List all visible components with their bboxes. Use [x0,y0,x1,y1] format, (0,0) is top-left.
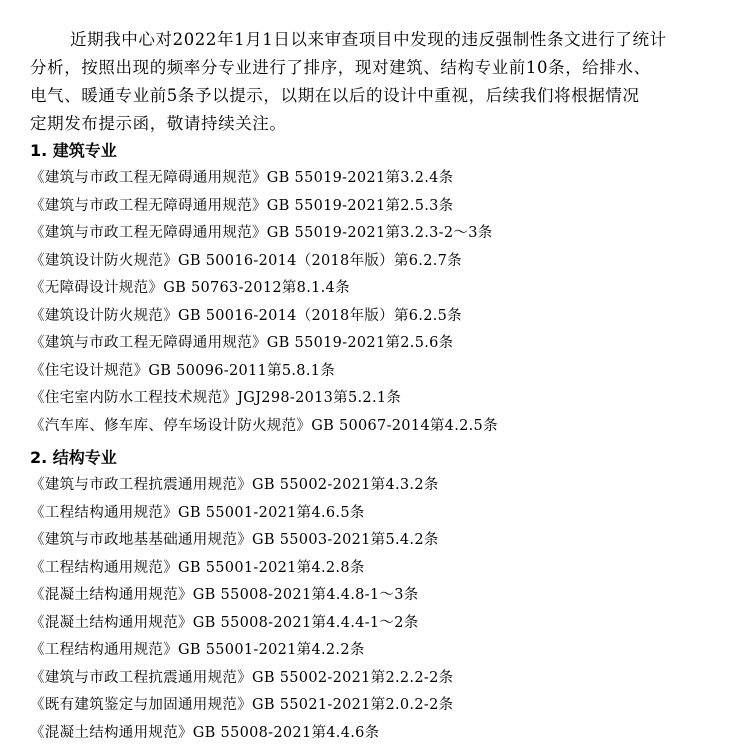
list-item: 《建筑与市政工程无障碍通用规范》GB 55019-2021第2.5.6条 [30,335,454,351]
list-item: 《建筑设计防火规范》GB 50016-2014（2018年版）第6.2.5条 [30,307,462,324]
section-title: 1. 建筑专业 [30,141,117,160]
intro-paragraph [30,26,710,138]
list-item: 《建筑与市政地基基础通用规范》GB 55003-2021第5.4.2条 [30,532,439,548]
list-item: 《建筑与市政工程无障碍通用规范》GB 55019-2021第3.2.3-2～3条 [30,225,493,241]
list-item: 《建筑与市政工程无障碍通用规范》GB 55019-2021第2.5.3条 [30,197,454,214]
intro-line: 近期我中心对2022年1月1日以来审查项目中发现的违反强制性条文进行了统计 [70,30,667,49]
list-item: 《混凝土结构通用规范》GB 55008-2021第4.4.6条 [30,724,380,741]
list-item: 《混凝土结构通用规范》GB 55008-2021第4.4.4-1～2条 [30,614,419,631]
section-title: 2. 结构专业 [30,448,117,467]
intro-line: 定期发布提示函，敬请持续关注。 [30,114,287,133]
list-item: 《建筑与市政工程抗震通用规范》GB 55002-2021第2.2.2-2条 [30,669,454,686]
list-item: 《建筑设计防火规范》GB 50016-2014（2018年版）第6.2.7条 [30,252,462,269]
list-item: 《工程结构通用规范》GB 55001-2021第4.2.2条 [30,642,365,658]
section-structure [30,444,730,747]
list-item: 《住宅室内防水工程技术规范》JGJ298-2013第5.2.1条 [30,390,402,406]
list-item: 《建筑与市政工程抗震通用规范》GB 55002-2021第4.3.2条 [30,477,439,493]
list-item: 《建筑与市政工程无障碍通用规范》GB 55019-2021第3.2.4条 [30,170,454,186]
list-item: 《工程结构通用规范》GB 55001-2021第4.2.8条 [30,559,365,576]
section-architecture [30,137,730,440]
list-item: 《既有建筑鉴定与加固通用规范》GB 55021-2021第2.0.2-2条 [30,697,454,713]
list-item: 《无障碍设计规范》GB 50763-2012第8.1.4条 [30,280,350,296]
intro-line: 分析，按照出现的频率分专业进行了排序，现对建筑、结构专业前10条，给排水、 [30,58,651,77]
list-item: 《住宅设计规范》GB 50096-2011第5.8.1条 [30,362,336,379]
list-item: 《汽车库、修车库、停车场设计防火规范》GB 50067-2014第4.2.5条 [30,417,498,434]
list-item: 《工程结构通用规范》GB 55001-2021第4.6.5条 [30,504,365,521]
intro-line: 电气、暖通专业前5条予以提示，以期在以后的设计中重视，后续我们将根据情况 [30,86,640,105]
list-item: 《混凝土结构通用规范》GB 55008-2021第4.4.8-1～3条 [30,587,419,603]
